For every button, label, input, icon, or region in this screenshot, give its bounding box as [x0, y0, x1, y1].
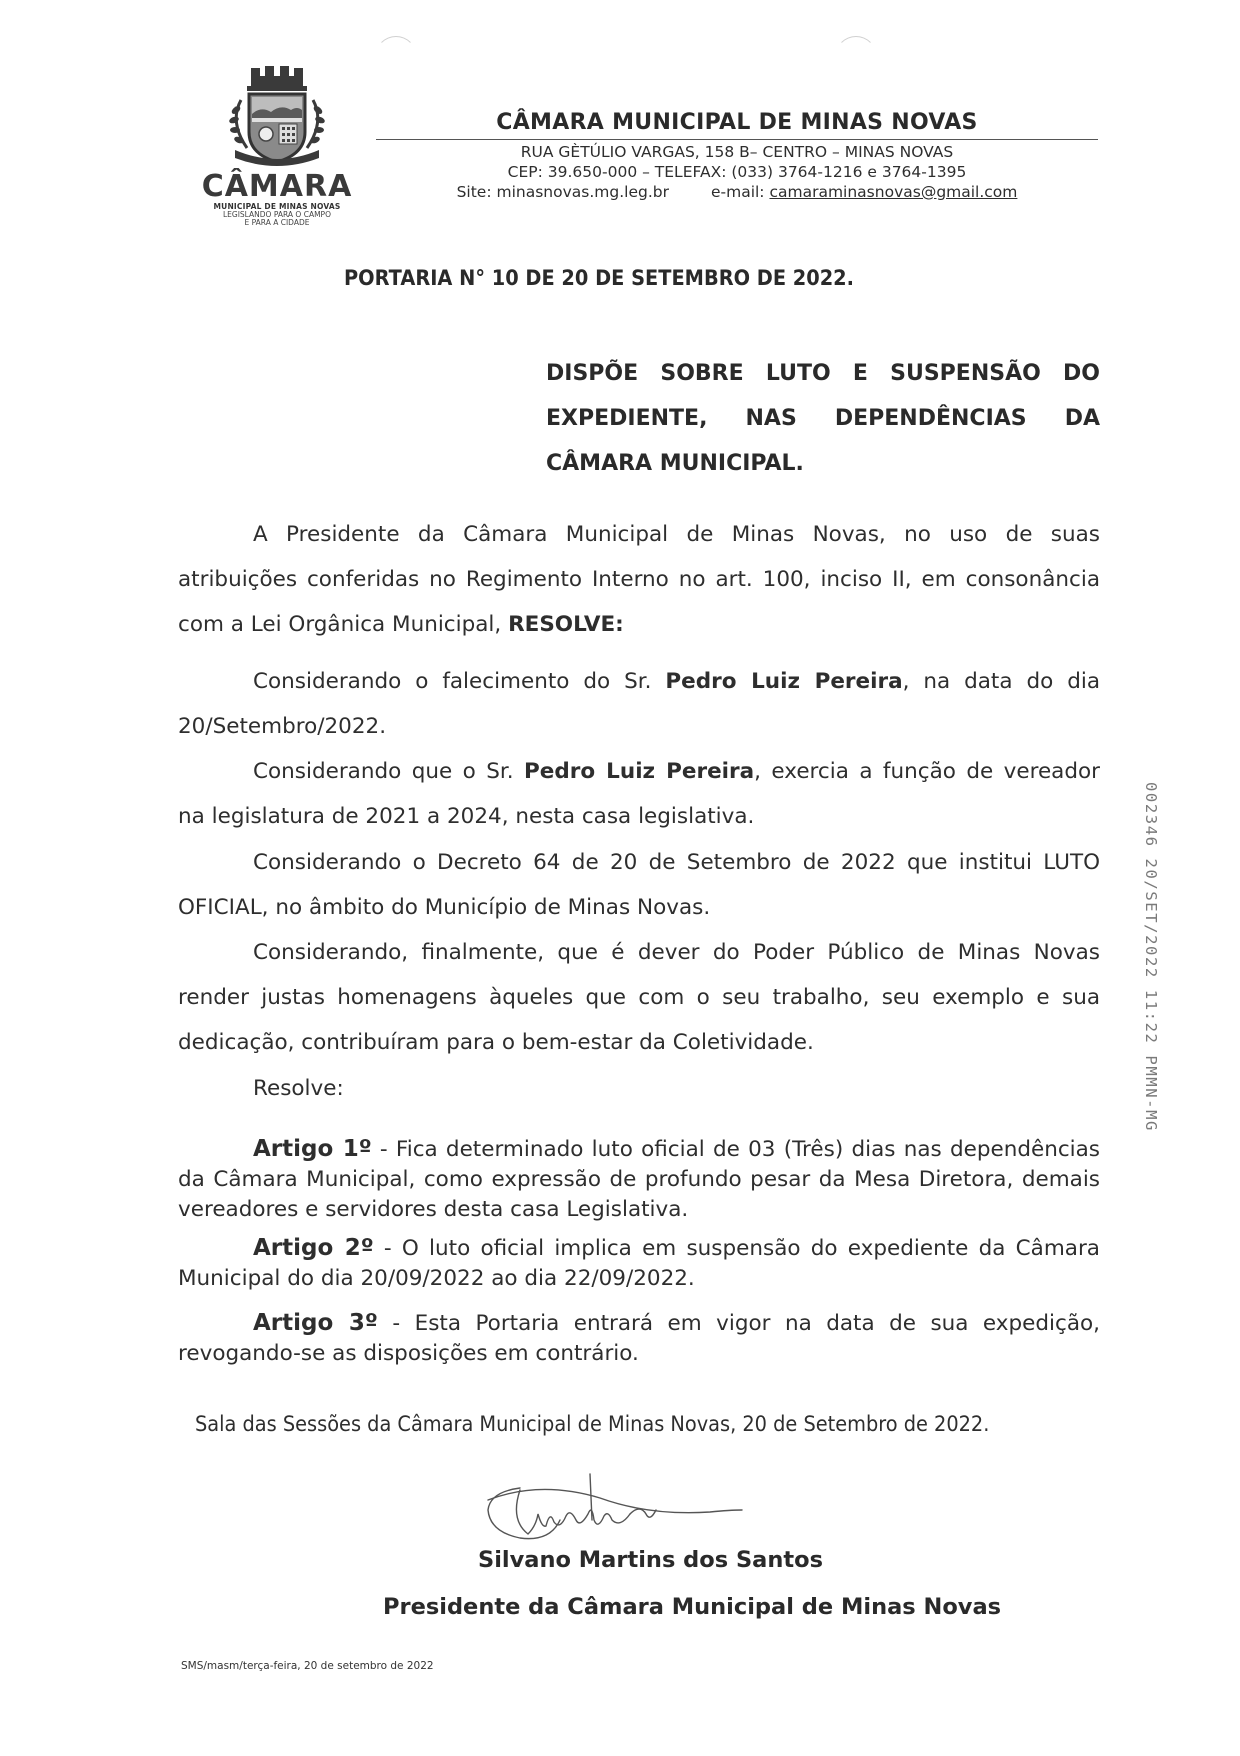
letterhead-contact: [376, 183, 1098, 201]
letterhead-divider: [376, 139, 1098, 140]
handwritten-signature-icon: [480, 1470, 750, 1550]
text-line: [178, 602, 1100, 647]
text-segment: - Fica determinado luto oficial de 03 (Três) dias nas dependências: [371, 1137, 1100, 1162]
text-line: Resolve:: [253, 1076, 344, 1101]
letterhead-title: CÂMARA MUNICIPAL DE MINAS NOVAS: [496, 110, 978, 135]
text-line: Considerando, finalmente, que é dever do Poder Público de Minas Novas: [253, 940, 1100, 965]
article-label: Artigo 3º: [253, 1310, 378, 1336]
text-line: [178, 749, 1100, 794]
text-line: na legislatura de 2021 a 2024, nesta casa legislativa.: [178, 804, 755, 829]
text-line: [178, 1233, 1100, 1264]
preamble-paragraph: [178, 512, 1100, 647]
signatory-name: Silvano Martins dos Santos: [478, 1547, 823, 1573]
ementa: [546, 351, 1100, 486]
text-segment: - O luto oficial implica em suspensão do expediente da Câmara: [373, 1236, 1100, 1261]
article-label: Artigo 1º: [253, 1136, 372, 1162]
considerando-paragraph: [178, 659, 1100, 749]
text-line: OFICIAL, no âmbito do Município de Minas Novas.: [178, 895, 711, 920]
closing-line: [195, 1412, 989, 1437]
text-line: revogando-se as disposições em contrário.: [178, 1341, 639, 1366]
coat-of-arms-icon: [221, 62, 333, 174]
text-line: 20/Setembro/2022.: [178, 714, 387, 739]
text-line: atribuições conferidas no Regimento Interno no art. 100, inciso II, em consonância: [178, 567, 1100, 592]
text-line: render justas homenagens àqueles que com o seu trabalho, seu exemplo e sua: [178, 985, 1100, 1010]
text-segment: , exercia a função de vereador: [754, 759, 1100, 784]
text-line: [178, 659, 1100, 704]
letterhead-site[interactable]: Site: minasnovas.mg.leg.br: [456, 183, 669, 201]
scan-artifact: [835, 36, 877, 78]
article-2: [178, 1233, 1100, 1294]
protocol-stamp-text: 002346 20/SET/2022 11:22 PMMN-MG: [1142, 782, 1160, 1132]
letterhead-cep-phone: CEP: 39.650-000 – TELEFAX: (033) 3764-1216 e 3764-1395: [507, 163, 967, 181]
letterhead-email-label: e-mail:: [710, 183, 765, 201]
closing-text: Sala das Sessões da Câmara Municipal de Minas Novas, 20 de Setembro de 2022.: [195, 1412, 990, 1437]
resolve-keyword: RESOLVE:: [508, 612, 624, 637]
ementa-line: EXPEDIENTE, NAS DEPENDÊNCIAS DA: [546, 406, 1100, 431]
text-line: Municipal do dia 20/09/2022 ao dia 22/09/2022.: [178, 1266, 695, 1291]
ementa-line: CÂMARA MUNICIPAL.: [546, 451, 804, 476]
text-segment: Considerando que o Sr.: [253, 759, 524, 784]
article-1: [178, 1134, 1100, 1225]
logo-subtitle: MUNICIPAL DE MINAS NOVAS: [213, 202, 341, 211]
signature: [480, 1470, 750, 1554]
text-line: Considerando o Decreto 64 de 20 de Setembro de 2022 que institui LUTO: [253, 850, 1100, 875]
portaria-title: PORTARIA N° 10 DE 20 DE SETEMBRO DE 2022.: [344, 266, 855, 291]
text-segment: - Esta Portaria entrará em vigor na data de sua expedição,: [377, 1311, 1100, 1336]
logo-motto-line1: LEGISLANDO PARA O CAMPO: [222, 210, 331, 219]
text-segment: , na data do dia: [902, 669, 1101, 694]
text-line: A Presidente da Câmara Municipal de Minas Novas, no uso de suas: [253, 522, 1100, 547]
text-line: [178, 1308, 1100, 1339]
article-label: Artigo 2º: [253, 1235, 374, 1261]
letterhead-address: RUA GÈTÚLIO VARGAS, 158 B– CENTRO – MINAS NOVAS: [520, 143, 954, 161]
considerando-paragraph: [178, 840, 1100, 930]
camara-logo: [198, 62, 356, 250]
footer-reference: SMS/masm/terça-feira, 20 de setembro de 2022: [181, 1660, 434, 1672]
logo-motto-line2: E PARA A CIDADE: [244, 218, 310, 227]
deceased-name: Pedro Luiz Pereira: [665, 669, 903, 694]
text-segment: Considerando o falecimento do Sr.: [253, 669, 666, 694]
scan-artifact: [375, 36, 417, 78]
ementa-line: DISPÕE SOBRE LUTO E SUSPENSÃO DO: [546, 361, 1100, 386]
deceased-name: Pedro Luiz Pereira: [524, 759, 755, 784]
article-3: [178, 1308, 1100, 1369]
text-line: vereadores e servidores desta casa Legislativa.: [178, 1197, 689, 1222]
resolve-paragraph: [178, 1066, 1100, 1111]
text-line: [178, 1134, 1100, 1165]
considerando-paragraph: [178, 749, 1100, 839]
protocol-stamp: [1142, 782, 1172, 1142]
signatory-role: Presidente da Câmara Municipal de Minas Novas: [383, 1594, 1002, 1620]
considerando-paragraph: [178, 930, 1100, 1065]
logo-wordmark: CÂMARA: [201, 169, 353, 204]
letterhead-email-link[interactable]: camaraminasnovas@gmail.com: [769, 183, 1018, 201]
text-line: dedicação, contribuíram para o bem-estar da Coletividade.: [178, 1030, 814, 1055]
text-segment: com a Lei Orgânica Municipal,: [178, 612, 509, 637]
text-line: da Câmara Municipal, como expressão de profundo pesar da Mesa Diretora, demais: [178, 1167, 1100, 1192]
